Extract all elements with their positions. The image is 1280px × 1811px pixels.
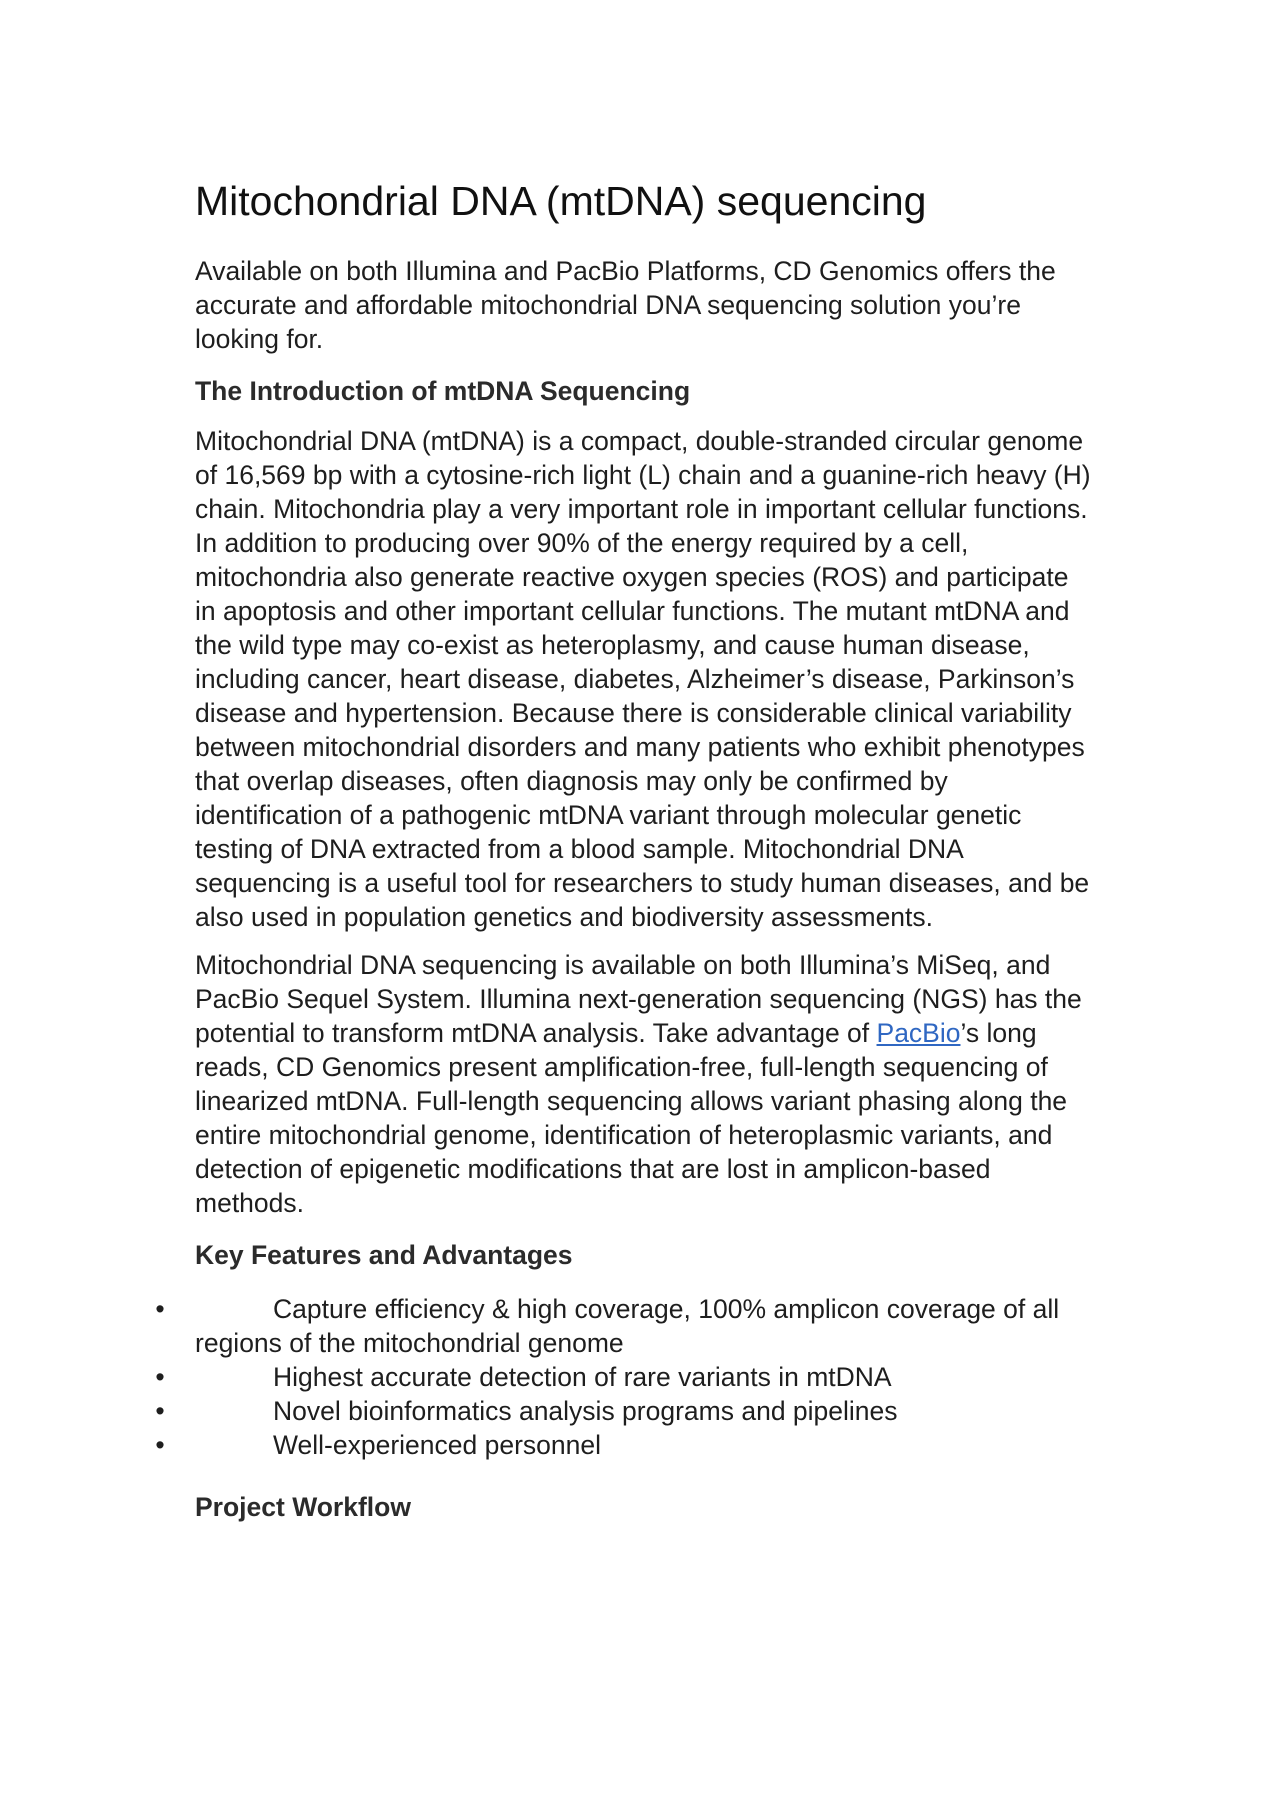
intro-paragraph: Available on both Illumina and PacBio Platforms, CD Genomics offers the accurate and affordable mitochondrial DNA sequencing solution you’re looking for. [195,256,1056,354]
pacbio-link[interactable]: PacBio [876,1018,961,1048]
document-content [155,176,1095,1540]
introduction-paragraph-2 [195,948,1095,1220]
feature-text: Highest accurate detection of rare variants in mtDNA [273,1362,892,1392]
list-item [150,1360,1095,1394]
introduction-paragraph-1: Mitochondrial DNA (mtDNA) is a compact, double-stranded circular genome of 16,569 bp with a cytosine-rich light (L) chain and a guanine-rich heavy (H) chain. Mitochondria play a very important role in important cellular functions. In addition to producing over 90% of the energy required by a cell, mitochondria also generate reactive oxygen species (ROS) and participate in apoptosis and other important cellular functions. The mutant mtDNA and the wild type may co-exist as heteroplasmy, and cause human disease, including cancer, heart disease, diabetes, Alzheimer’s disease, Parkinson’s disease and hypertension. Because there is considerable clinical variability between mitochondrial disorders and many patients who exhibit phenotypes that overlap diseases, often diagnosis may only be confirmed by identification of a pathogenic mtDNA variant through molecular genetic testing of DNA extracted from a blood sample. Mitochondrial DNA sequencing is a useful tool for researchers to study human diseases, and be also used in population genetics and biodiversity assessments. [195,426,1091,932]
list-item [150,1428,1095,1462]
feature-text: Well-experienced personnel [273,1430,602,1460]
bullet-icon: • [155,1430,165,1460]
list-item [150,1292,1095,1360]
paragraph-2-text-before: Mitochondrial DNA sequencing is available on both Illumina’s MiSeq, and PacBio Sequel System. Illumina next-generation sequencing (NGS) has the potential to transform mtDNA analysis. Take advantage of [195,950,1082,1048]
feature-text: Novel bioinformatics analysis programs and pipelines [273,1396,898,1426]
bullet-icon: • [155,1396,165,1426]
bullet-icon: • [155,1362,165,1392]
page-title: Mitochondrial DNA (mtDNA) sequencing [195,178,927,224]
section-heading-workflow: Project Workflow [195,1492,411,1522]
section-heading-introduction: The Introduction of mtDNA Sequencing [195,376,691,406]
paragraph-2-text-after: ’s long reads, CD Genomics present amplification-free, full-length sequencing of linearized mtDNA. Full-length sequencing allows variant phasing along the entire mitochondrial genome, identification of heteroplasmic variants, and detection of epigenetic modifications that are lost in amplicon-based methods. [195,1018,1068,1218]
bullet-icon: • [155,1294,165,1324]
feature-text: Capture efficiency & high coverage, 100% amplicon coverage of all regions of the mitochondrial genome [195,1294,1060,1358]
section-heading-features: Key Features and Advantages [195,1240,573,1270]
list-item [150,1394,1095,1428]
features-list [150,1292,1095,1462]
